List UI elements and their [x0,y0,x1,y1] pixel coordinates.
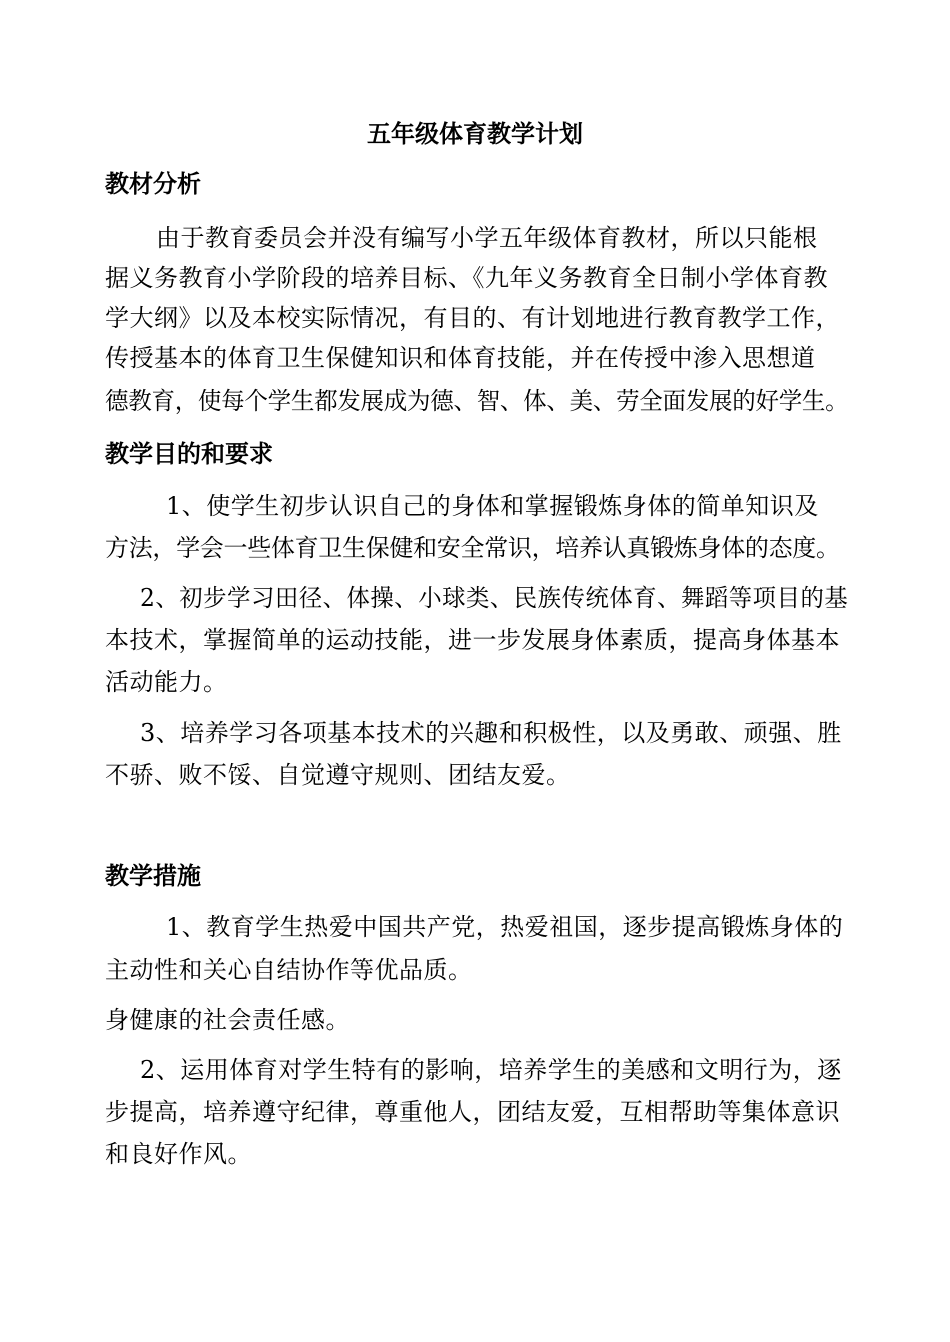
section-heading-measures: 教学措施 [105,861,201,890]
section-heading-goals: 教学目的和要求 [105,439,273,468]
list-item-line: 步提高，培养遵守纪律，尊重他人，团结友爱，互相帮助等集体意识 [105,1098,840,1126]
paragraph-line: 学大纲》以及本校实际情况，有目的、有计划地进行教育教学工作， [105,304,840,332]
paragraph-line: 德教育，使每个学生都发展成为德、智、体、美、劳全面发展的好学生。 [105,387,849,415]
list-item-line: 1、教育学生热爱中国共产党，热爱祖国，逐步提高锻炼身体的 [166,913,844,941]
list-item-line: 2、初步学习田径、体操、小球类、民族传统体育、舞蹈等项目的基 [140,584,849,612]
list-item-line: 活动能力。 [105,668,228,696]
paragraph-line: 身健康的社会责任感。 [105,1006,350,1034]
document-title: 五年级体育教学计划 [367,119,583,148]
list-item-line: 不骄、败不馁、自觉遵守规则、团结友爱。 [105,761,571,789]
list-item-line: 1、使学生初步认识自己的身体和掌握锻炼身体的简单知识及 [166,492,819,520]
paragraph-line: 据义务教育小学阶段的培养目标、《九年义务教育全日制小学体育教 [105,264,828,292]
list-item-line: 主动性和关心自结协作等优品质。 [105,956,473,984]
list-item-line: 3、培养学习各项基本技术的兴趣和积极性，以及勇敢、顽强、胜 [140,719,842,747]
list-item-line: 方法，学会一些体育卫生保健和安全常识，培养认真锻炼身体的态度。 [105,534,840,562]
list-item-line: 2、运用体育对学生特有的影响，培养学生的美感和文明行为，逐 [140,1056,842,1084]
paragraph-line: 由于教育委员会并没有编写小学五年级体育教材，所以只能根 [156,224,818,252]
section-heading-textbook-analysis: 教材分析 [105,169,201,198]
list-item-line: 本技术，掌握简单的运动技能，进一步发展身体素质，提高身体基本 [105,626,840,654]
list-item-line: 和良好作风。 [105,1140,252,1168]
paragraph-line: 传授基本的体育卫生保健知识和体育技能，并在传授中渗入思想道 [105,344,816,372]
